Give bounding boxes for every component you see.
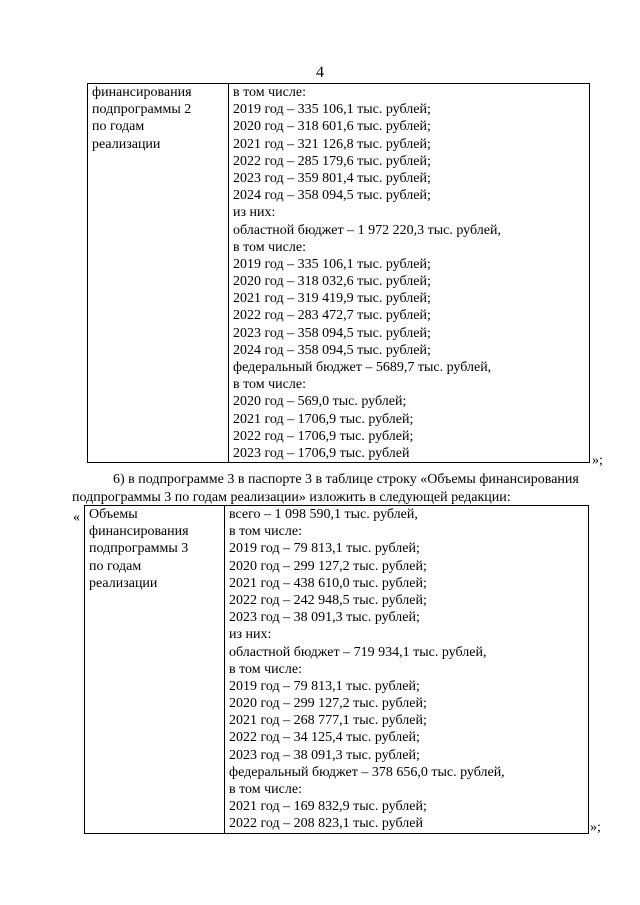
value-line: 2020 год – 299 127,2 тыс. рублей;: [229, 558, 427, 574]
value-line: 2021 год – 169 832,9 тыс. рублей;: [229, 799, 427, 815]
value-line: 2024 год – 358 094,5 тыс. рублей;: [233, 342, 431, 358]
value-line: федеральный бюджет – 5689,7 тыс. рублей,: [233, 360, 492, 375]
value-line: 2023 год – 38 091,3 тыс. рублей;: [229, 747, 420, 763]
value-line: 2023 год – 359 801,4 тыс. рублей;: [233, 170, 431, 186]
value-line: в том числе:: [233, 377, 306, 393]
value-line: всего – 1 098 590,1 тыс. рублей,: [229, 507, 418, 522]
value-line: в том числе:: [229, 782, 302, 797]
value-line: 2022 год – 34 125,4 тыс. рублей;: [229, 730, 420, 746]
label-line: по годам: [92, 119, 145, 135]
paragraph-line: 6) в подпрограмме 3 в паспорте 3 в таблице строку «Объемы финансирования: [113, 472, 579, 487]
value-line: 2020 год – 318 601,6 тыс. рублей;: [233, 119, 431, 135]
value-line: областной бюджет – 719 934,1 тыс. рублей,: [229, 644, 487, 660]
value-line: федеральный бюджет – 378 656,0 тыс. рублей,: [229, 764, 505, 780]
funding-table-subprogram-2: [87, 83, 590, 463]
row-label-cell: [88, 84, 229, 463]
label-line: реализации: [92, 136, 161, 152]
value-line: в том числе:: [229, 661, 302, 677]
value-line: из них:: [233, 205, 276, 221]
value-line: в том числе:: [229, 524, 302, 540]
value-line: 2021 год – 321 126,8 тыс. рублей;: [233, 136, 431, 152]
value-line: 2019 год – 79 813,1 тыс. рублей;: [229, 678, 420, 694]
value-line: 2019 год – 79 813,1 тыс. рублей;: [229, 541, 420, 557]
value-line: 2022 год – 283 472,7 тыс. рублей;: [233, 308, 431, 324]
label-line: реализации: [89, 575, 158, 591]
row-value-cell: [229, 84, 590, 463]
value-line: 2022 год – 208 823,1 тыс. рублей: [229, 816, 423, 832]
label-line: по годам: [89, 558, 142, 574]
value-line: в том числе:: [233, 85, 306, 100]
page-number: 4: [316, 64, 324, 81]
value-line: 2022 год – 242 948,5 тыс. рублей;: [229, 592, 427, 608]
value-line: 2020 год – 318 032,6 тыс. рублей;: [233, 274, 431, 290]
row-label-cell: [85, 506, 225, 834]
value-line: 2021 год – 438 610,0 тыс. рублей;: [229, 575, 427, 591]
closing-quote: »;: [590, 820, 601, 835]
table-row: [85, 506, 589, 834]
value-line: 2020 год – 299 127,2 тыс. рублей;: [229, 696, 427, 712]
value-line: 2020 год – 569,0 тыс. рублей;: [233, 394, 407, 410]
opening-quote: «: [73, 510, 80, 525]
label-line: подпрограммы 2: [92, 102, 192, 118]
value-line: 2023 год – 358 094,5 тыс. рублей;: [233, 325, 431, 341]
label-line: подпрограммы 3: [89, 541, 189, 557]
value-line: 2023 год – 38 091,3 тыс. рублей;: [229, 610, 420, 626]
value-line: 2022 год – 1706,9 тыс. рублей;: [233, 428, 414, 444]
label-line: Объемы: [89, 507, 138, 522]
label-line: финансирования: [89, 524, 189, 540]
closing-quote: »;: [592, 453, 603, 468]
value-line: 2021 год – 319 419,9 тыс. рублей;: [233, 291, 431, 307]
row-value-cell: [225, 506, 589, 834]
value-line: 2024 год – 358 094,5 тыс. рублей;: [233, 188, 431, 204]
value-line: из них:: [229, 627, 272, 643]
value-line: 2022 год – 285 179,6 тыс. рублей;: [233, 153, 431, 169]
value-line: в том числе:: [233, 239, 306, 255]
value-line: 2021 год – 268 777,1 тыс. рублей;: [229, 713, 427, 729]
funding-table-subprogram-3: [84, 505, 589, 834]
table-row: [88, 84, 590, 463]
value-line: 2023 год – 1706,9 тыс. рублей: [233, 445, 410, 461]
value-line: 2019 год – 335 106,1 тыс. рублей;: [233, 256, 431, 272]
paragraph-line: подпрограммы 3 по годам реализации» изложить в следующей редакции:: [72, 489, 511, 505]
label-line: финансирования: [92, 85, 192, 100]
value-line: 2019 год – 335 106,1 тыс. рублей;: [233, 102, 431, 118]
value-line: областной бюджет – 1 972 220,3 тыс. рублей,: [233, 222, 501, 238]
value-line: 2021 год – 1706,9 тыс. рублей;: [233, 411, 414, 427]
